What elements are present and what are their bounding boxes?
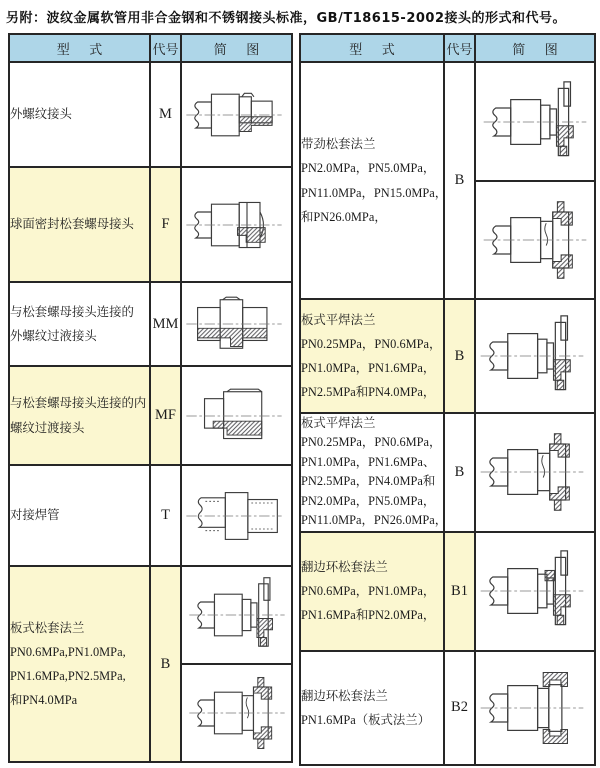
pressure-rating-line: PN1.6MPa（板式法兰） [301, 712, 431, 727]
table-row [9, 282, 292, 366]
pressure-rating-line: 和PN26.0MPa， [301, 209, 387, 224]
diagram-cell [181, 62, 292, 167]
table-row [9, 62, 292, 167]
pressure-rating-line: PN0.25MPa，PN0.6MPa， [301, 336, 442, 351]
diagram-cell [181, 366, 292, 465]
flanged-ring-plate-flange-diagram [476, 655, 588, 761]
fitting-name: 翻边环松套法兰 [301, 688, 388, 703]
diagram-cell [475, 651, 595, 765]
header-row [9, 34, 292, 62]
fitting-type-cell [9, 167, 150, 282]
diagram-subcell [476, 180, 594, 298]
neck-loose-flange-diagram-top [479, 68, 591, 176]
pressure-rating-line: PN1.6MPa,PN2.5MPa, [10, 669, 126, 683]
page-title: 另附：波纹金属软管用非合金钢和不锈钢接头标准，GB/T18615-2002接头的形式和代号。 [6, 11, 566, 26]
pressure-rating-line: PN11.0MPa，PN15.0MPa， [301, 185, 448, 200]
diagram-cell [181, 167, 292, 282]
pressure-rating-line: PN0.6MPa,PN1.0MPa, [10, 644, 126, 659]
fitting-code-cell: B [444, 413, 475, 532]
fitting-code-cell: B [444, 299, 475, 413]
pressure-rating-line: PN2.0MPa，PN5.0MPa， [301, 161, 436, 176]
pressure-rating-line: PN1.6MPa和PN2.0MPa， [301, 608, 436, 623]
column-header-code: 代号 [444, 34, 475, 62]
flanged-ring-loose-flange-diagram [476, 536, 588, 646]
fitting-name: 外螺纹接头 [10, 107, 72, 122]
diagram-cell [181, 282, 292, 366]
fitting-code-cell: MM [150, 282, 181, 366]
fitting-code-cell: B2 [444, 651, 475, 765]
fitting-type-cell [9, 465, 150, 566]
fitting-name: 板式松套法兰 [10, 620, 85, 635]
table-row [300, 299, 595, 413]
fitting-name: 翻边环松套法兰 [301, 560, 388, 575]
fitting-code-cell: M [150, 62, 181, 167]
tables-container [8, 33, 596, 766]
fitting-type-cell [300, 413, 448, 532]
fitting-code-cell: F [150, 167, 181, 282]
pressure-rating-line: PN1.0MPa，PN1.6MPa， [301, 361, 436, 375]
fitting-name: 与松套螺母接头连接的 [10, 304, 134, 319]
table-row [9, 465, 292, 566]
fitting-type-cell [9, 566, 150, 762]
spherical-seal-loose-nut-fitting-diagram [182, 172, 286, 278]
fitting-name: 外螺纹过液接头 [10, 329, 97, 343]
column-header-diagram: 简 图 [181, 34, 292, 62]
table-row [9, 566, 292, 762]
male-thread-transition-fitting-diagram [182, 284, 286, 364]
diagram-cell-split [181, 566, 292, 762]
pressure-rating-line: PN2.5MPa，PN4.0MPa和 [301, 474, 436, 489]
column-header-diagram: 简 图 [475, 34, 595, 62]
fitting-name: 球面密封松套螺母接头 [10, 217, 134, 232]
fitting-code-cell: B [150, 566, 181, 762]
plate-loose-flange-diagram-top [185, 570, 289, 660]
column-header-type: 型 式 [300, 34, 444, 62]
diagram-cell [475, 532, 595, 651]
fitting-code-cell: MF [150, 366, 181, 465]
fitting-type-cell [300, 62, 448, 299]
fitting-type-cell [300, 651, 444, 765]
fitting-code-cell: B [444, 62, 475, 299]
fitting-code-cell: B1 [444, 532, 475, 651]
column-header-code: 代号 [150, 34, 181, 62]
table-row [300, 62, 595, 299]
table-row [9, 366, 292, 465]
fitting-name: 螺纹过渡接头 [10, 420, 85, 435]
fitting-code-cell: T [150, 465, 181, 566]
diagram-cell-split [475, 62, 595, 299]
fittings-table-left [8, 33, 293, 763]
pressure-rating-line: 和PN4.0MPa [10, 693, 78, 708]
table-row [9, 167, 292, 282]
pressure-rating-line: PN0.25MPa，PN0.6MPa， [301, 435, 442, 450]
diagram-cell [475, 413, 595, 532]
female-thread-transition-fitting-diagram [182, 370, 286, 462]
header-row [300, 34, 595, 62]
plate-weld-flange-diagram [476, 303, 588, 409]
fitting-name: 与松套螺母接头连接的内 [10, 396, 147, 411]
table-row [300, 413, 595, 532]
neck-loose-flange-diagram-bottom [479, 186, 591, 294]
fittings-table-right [299, 33, 596, 766]
pressure-rating-line: PN0.6MPa，PN1.0MPa， [301, 584, 436, 599]
butt-weld-pipe-diagram [182, 469, 286, 563]
diagram-cell [475, 299, 595, 413]
fitting-name: 对接焊管 [10, 508, 60, 523]
diagram-subcell [182, 663, 291, 761]
fitting-type-cell [9, 282, 150, 366]
diagram-subcell [182, 567, 291, 663]
pressure-rating-line: PN2.0MPa，PN5.0MPa， [301, 493, 436, 508]
pressure-rating-line: PN11.0MPa，PN26.0MPa， [301, 513, 448, 528]
plate-weld-flange-hub-diagram [476, 418, 588, 526]
table-row [300, 651, 595, 765]
fitting-type-cell [300, 299, 444, 413]
fitting-name: 板式平焊法兰 [301, 416, 376, 430]
fitting-name: 带劲松套法兰 [301, 137, 376, 152]
male-thread-fitting-diagram [182, 67, 286, 163]
diagram-subcell [476, 63, 594, 180]
pressure-rating-line: PN1.0MPa，PN1.6MPa、 [301, 454, 436, 469]
fitting-type-cell [300, 532, 444, 651]
fitting-type-cell [9, 366, 150, 465]
fitting-type-cell [9, 62, 150, 167]
diagram-cell [181, 465, 292, 566]
pressure-rating-line: PN2.5MPa和PN4.0MPa， [301, 385, 436, 400]
fitting-name: 板式平焊法兰 [301, 312, 376, 327]
plate-loose-flange-diagram-bottom [185, 668, 289, 758]
column-header-type: 型 式 [9, 34, 150, 62]
table-row [300, 532, 595, 651]
